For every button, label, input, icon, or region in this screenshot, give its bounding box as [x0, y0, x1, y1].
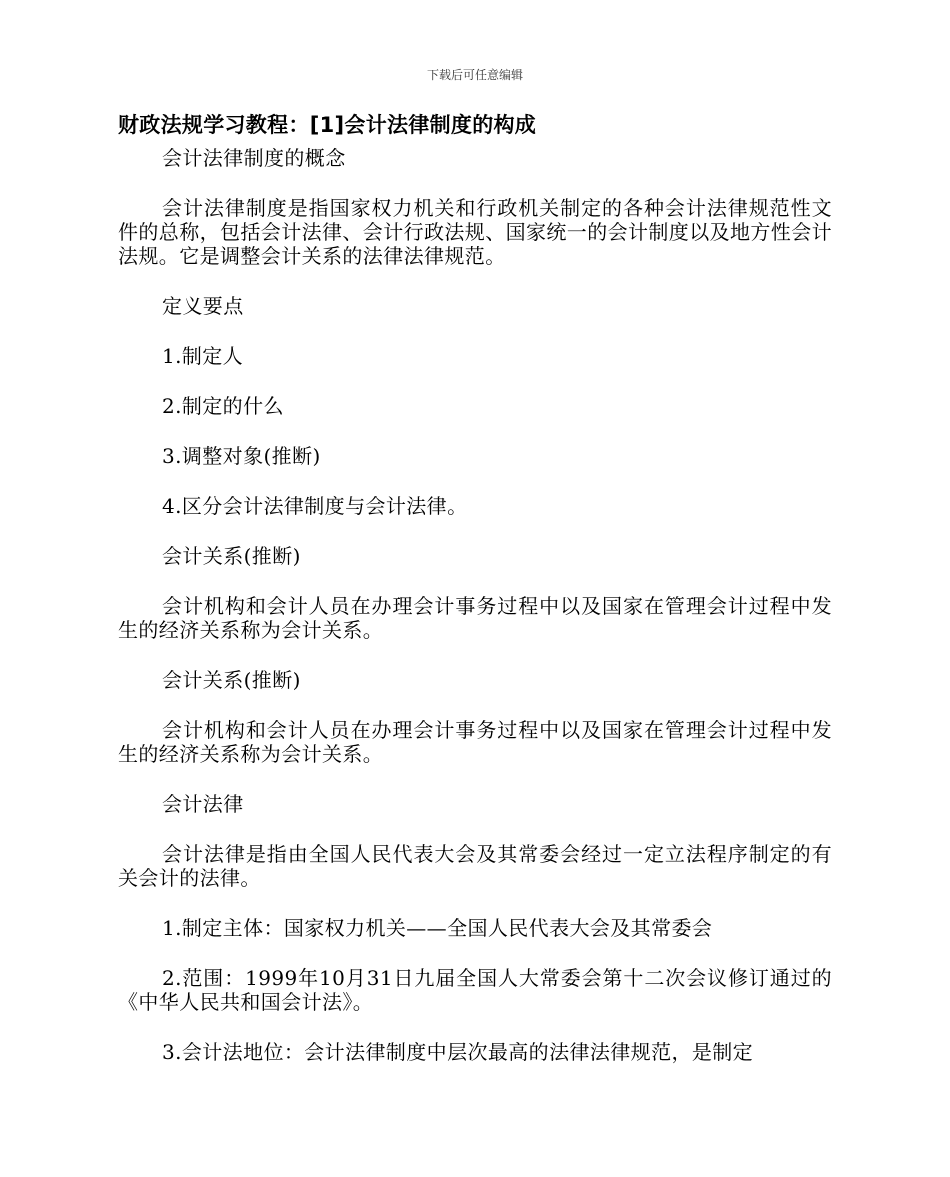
- paragraph-list-item: 4.区分会计法律制度与会计法律。: [162, 494, 468, 518]
- paragraph: 会计法律制度是指国家权力机关和行政机关制定的各种会计法律规范性文件的总称，包括会计法律、会计行政法规、国家统一的会计制度以及地方性会计法规。它是调整会计关系的法律法律规范。: [118, 196, 832, 268]
- paragraph-list-item: 1.制定人: [162, 344, 244, 368]
- paragraph-section-heading: 会计法律: [162, 792, 244, 816]
- paragraph-list-item: 2.范围：1999年10月31日九届全国人大常委会第十二次会议修订通过的《中华人民共和国会计法》。: [118, 966, 832, 1014]
- document-body: [118, 110, 832, 1090]
- paragraph-section-heading: 会计关系(推断): [162, 544, 301, 568]
- page-header-note: 下载后可任意编辑: [426, 68, 523, 82]
- paragraph-list-item: 3.调整对象(推断): [162, 444, 321, 468]
- paragraph-list-item: 1.制定主体：国家权力机关——全国人民代表大会及其常委会: [162, 916, 713, 940]
- paragraph: 会计机构和会计人员在办理会计事务过程中以及国家在管理会计过程中发生的经济关系称为会计关系。: [118, 718, 832, 766]
- paragraph-section-heading: 会计关系(推断): [162, 668, 301, 692]
- document-title: 财政法规学习教程：[1]会计法律制度的构成: [118, 113, 537, 137]
- paragraph-section-heading: 会计法律制度的概念: [162, 146, 346, 170]
- paragraph-section-heading: 定义要点: [162, 294, 244, 318]
- paragraph-list-item: 3.会计法地位：会计法律制度中层次最高的法律法律规范，是制定: [162, 1040, 754, 1064]
- paragraph: 会计法律是指由全国人民代表大会及其常委会经过一定立法程序制定的有关会计的法律。: [118, 842, 832, 890]
- paragraph-list-item: 2.制定的什么: [162, 394, 284, 418]
- paragraph: 会计机构和会计人员在办理会计事务过程中以及国家在管理会计过程中发生的经济关系称为会计关系。: [118, 594, 832, 642]
